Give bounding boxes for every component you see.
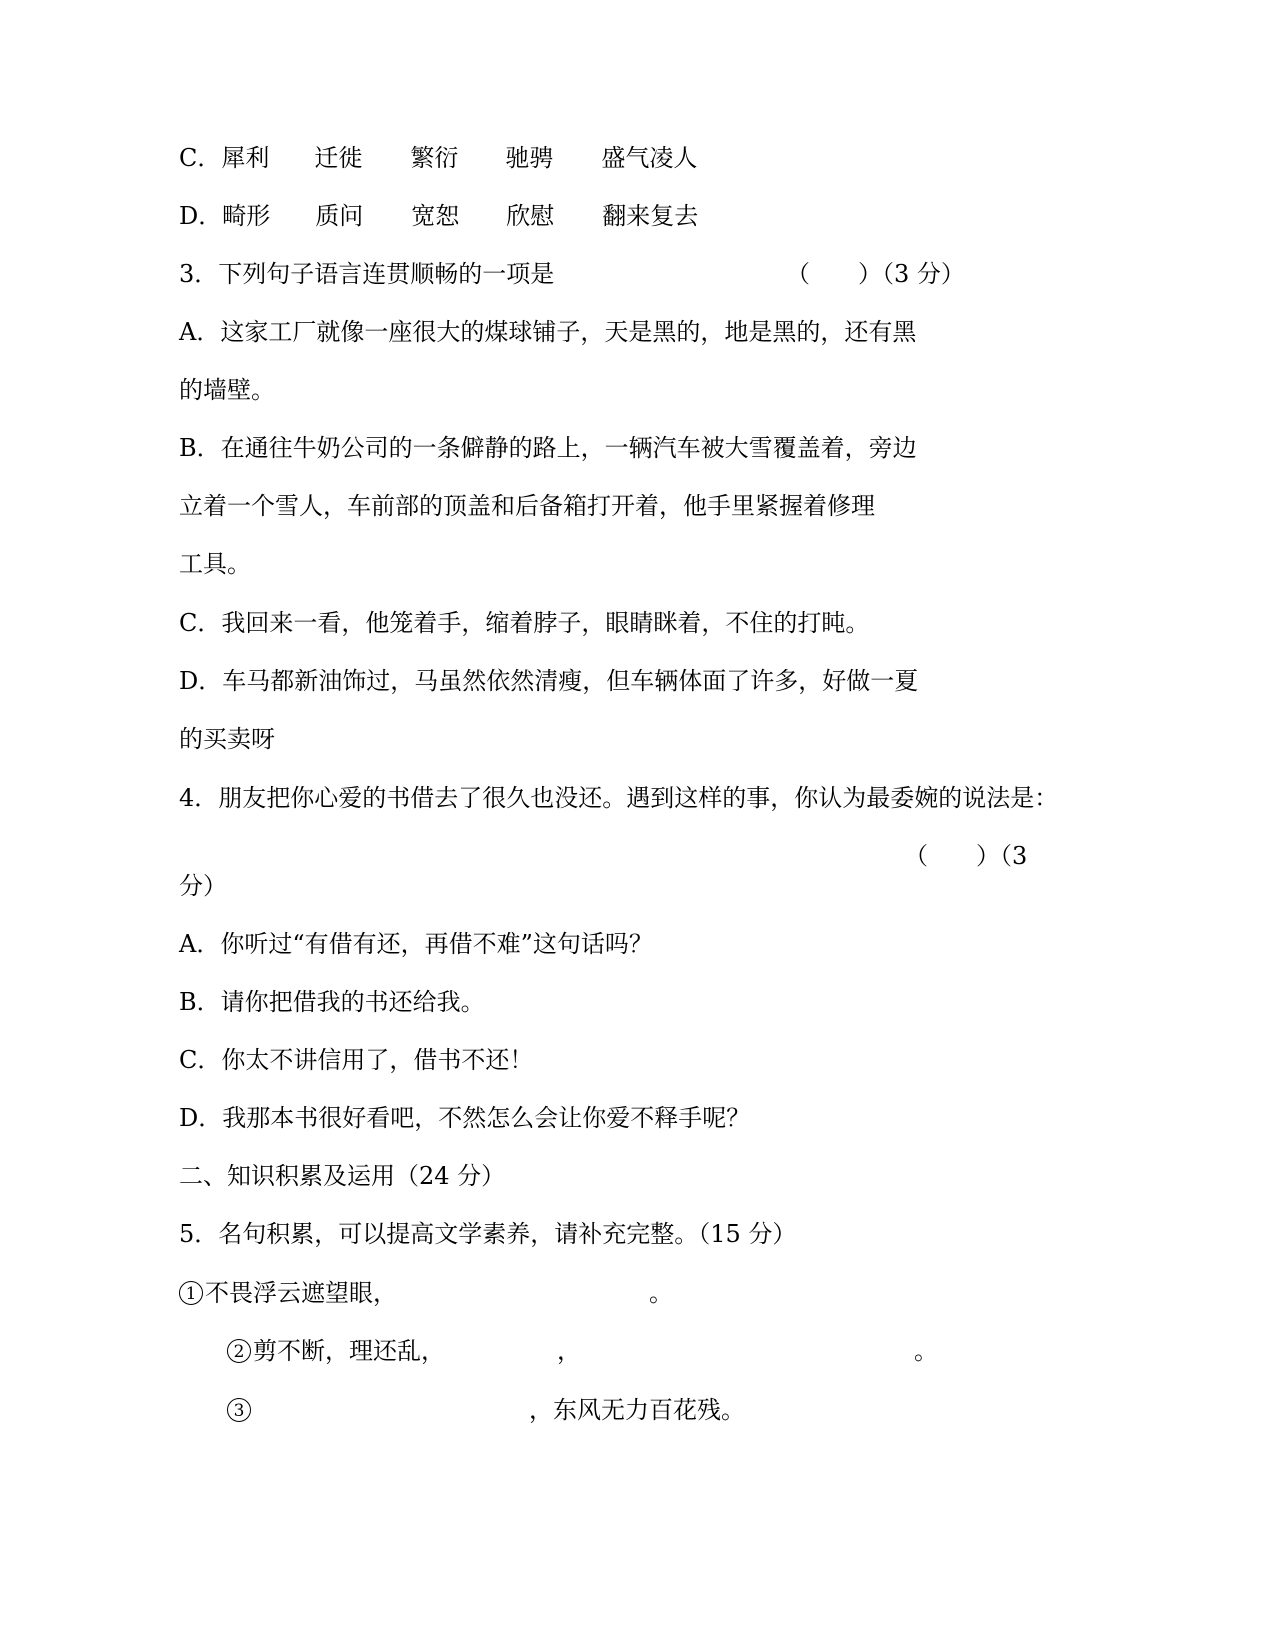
q3-stem: 3．下列句子语言连贯顺畅的一项是 — [179, 260, 555, 288]
word: 驰骋 — [505, 144, 554, 172]
q4-score-tail: 分） — [179, 872, 227, 900]
q3-option-a-line2: 的墙壁。 — [179, 376, 275, 404]
q4-option-b: B．请你把借我的书还给我。 — [179, 988, 485, 1016]
circled-number-2: 2 — [227, 1339, 251, 1363]
q4-answer-bracket: （ ）（3 — [904, 842, 1028, 870]
word: 畸形 — [222, 202, 271, 230]
q4-option-c: C．你太不讲信用了，借书不还！ — [179, 1046, 534, 1074]
q3-option-b-line3: 工具。 — [179, 550, 251, 578]
word: 盛气凌人 — [601, 144, 698, 172]
item-text: 剪不断，理还乱， — [253, 1337, 445, 1365]
q4-stem: 4．朋友把你心爱的书借去了很久也没还。遇到这样的事，你认为最委婉的说法是： — [179, 784, 1059, 812]
q5-stem: 5．名句积累，可以提高文学素养，请补充完整。（15 分） — [179, 1220, 797, 1248]
item-end: 。 — [914, 1337, 938, 1365]
word: 犀利 — [221, 144, 270, 172]
q4-option-a: A．你听过“有借有还，再借不难”这句话吗？ — [179, 930, 653, 958]
item-text: 不畏浮云遮望眼， — [205, 1279, 397, 1307]
word: 繁衍 — [410, 144, 459, 172]
q3-option-b-line2: 立着一个雪人，车前部的顶盖和后备箱打开着，他手里紧握着修理 — [179, 492, 875, 520]
circled-number-3: 3 — [227, 1398, 251, 1422]
word: 欣慰 — [506, 202, 555, 230]
q3-option-a-line1: A．这家工厂就像一座很大的煤球铺子，天是黑的，地是黑的，还有黑 — [179, 318, 917, 346]
word: 翻来复去 — [602, 202, 699, 230]
item-text: ，东风无力百花残。 — [529, 1396, 745, 1424]
q3-option-b-line1: B．在通往牛奶公司的一条僻静的路上，一辆汽车被大雪覆盖着，旁边 — [179, 434, 917, 462]
q3-option-c: C．我回来一看，他笼着手，缩着脖子，眼睛眯着，不住的打盹。 — [179, 609, 870, 637]
option-label: D． — [179, 202, 223, 230]
q5-item-3 — [227, 1395, 745, 1425]
word: 宽恕 — [411, 202, 460, 230]
word: 迁徙 — [314, 144, 363, 172]
q5-item-2 — [227, 1336, 938, 1366]
word: 质问 — [315, 202, 364, 230]
section-heading: 二、知识积累及运用（24 分） — [179, 1162, 506, 1190]
circled-number-1: 1 — [179, 1281, 203, 1305]
q3-option-d-line1: D．车马都新油饰过，马虽然依然清瘦，但车辆体面了许多，好做一夏 — [179, 667, 919, 695]
q5-item-1 — [179, 1278, 673, 1308]
q3-option-d-line2: 的买卖呀 — [179, 725, 275, 753]
q4-option-d: D．我那本书很好看吧，不然怎么会让你爱不释手呢？ — [179, 1104, 751, 1132]
item-end: 。 — [649, 1279, 673, 1307]
option-label: C． — [179, 144, 222, 172]
q2-option-d — [179, 201, 698, 231]
q3-answer-bracket: （ ）（3 分） — [786, 260, 965, 288]
item-mid: ， — [557, 1337, 581, 1365]
q2-option-c — [179, 143, 697, 173]
